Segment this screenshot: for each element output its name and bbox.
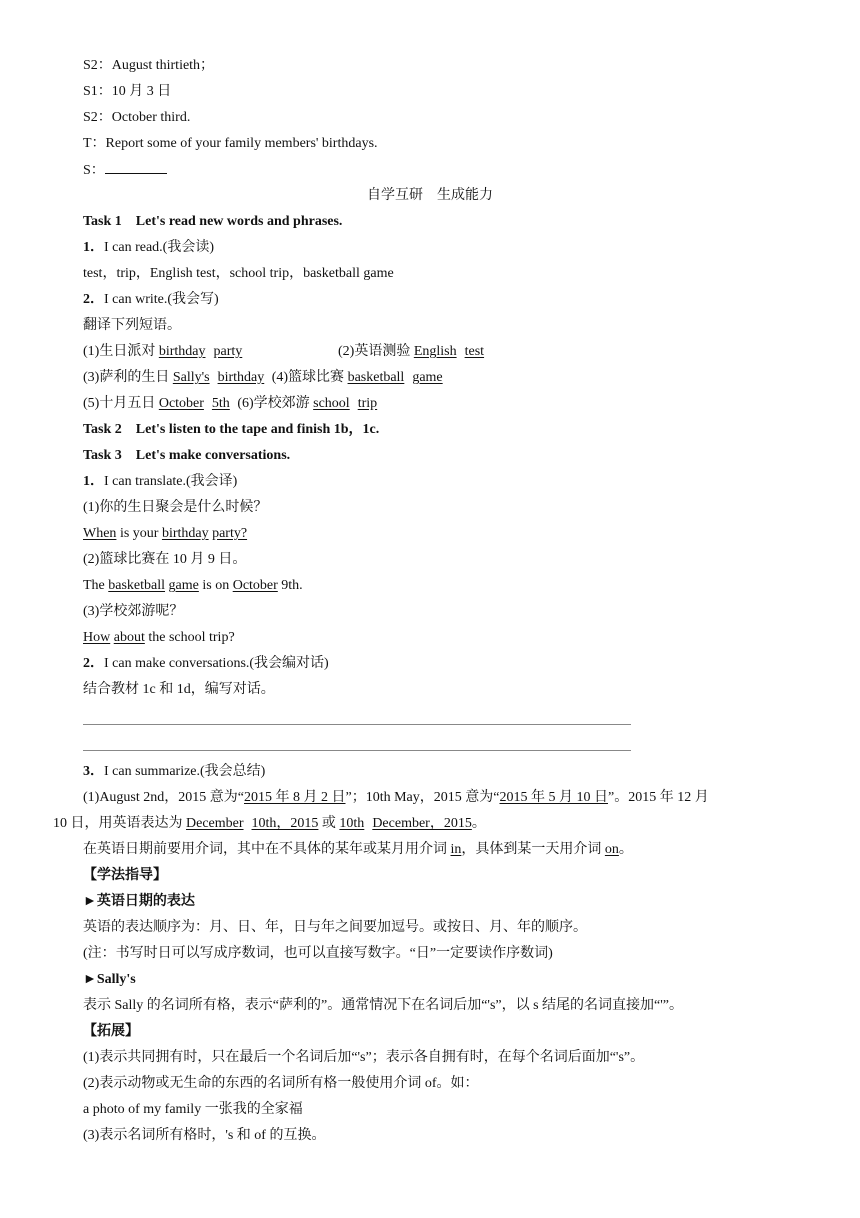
item-label: I can summarize.(我会总结)	[104, 764, 266, 779]
phrase-answer: English test	[413, 344, 485, 359]
section-title: 自学互研 生成能力	[367, 188, 493, 203]
dialogue-line-1: S2：August thirtieth；	[83, 58, 215, 73]
question-2: (2)篮球比赛在 10 月 9 日。	[83, 552, 247, 567]
summary-line-2: 10 日，用英语表达为 December 10th，2015 或 10th December，2015。	[53, 816, 486, 831]
item-label: I can make conversations.(我会编对话)	[104, 656, 329, 671]
phrase-answer: basketball game	[347, 370, 443, 385]
speaker-label: S：	[83, 163, 105, 178]
summary-answer: December 10th，2015	[186, 816, 319, 831]
extend-example: a photo of my family 一张我的全家福	[83, 1102, 303, 1117]
write-instruction: 翻译下列短语。	[83, 318, 181, 333]
task1-title: Task 1 Let's read new words and phrases.	[83, 214, 343, 229]
phrase-answer: Sally's birthday	[172, 370, 265, 385]
method-heading-1: ►英语日期的表达	[83, 894, 195, 909]
phrase-row-1	[83, 343, 783, 361]
phrase-prompt: (2)英语测验	[338, 344, 414, 359]
method-paragraph-1: 英语的表达顺序为：月、日、年，日与年之间要加逗号。或按日、月、年的顺序。	[83, 920, 587, 935]
method-heading-2: ►Sally's	[83, 972, 136, 987]
extend-paragraph-2: (2)表示动物或无生命的东西的名词所有格一般使用介词 of。如：	[83, 1076, 479, 1091]
answer-3: How about the school trip?	[83, 630, 235, 645]
conversation-instruction: 结合教材 1c 和 1d，编写对话。	[83, 682, 275, 697]
extend-paragraph-3: (3)表示名词所有格时，'s 和 of 的互换。	[83, 1128, 326, 1143]
answer-blank	[105, 161, 167, 174]
method-paragraph-2: (注：书写时日可以写成序数词，也可以直接写数字。“日”一定要读作序数词)	[83, 946, 553, 961]
writing-line-2	[83, 750, 631, 751]
writing-line-1	[83, 724, 631, 725]
summary-line-3: 在英语日期前要用介词，其中在不具体的某年或某月用介词 in，具体到某一天用介词 on。	[83, 842, 633, 857]
method-paragraph-3: 表示 Sally 的名词所有格，表示“萨利的”。通常情况下在名词后加“'s”，以 s 结尾的名词直接加“'”。	[83, 998, 684, 1013]
item-number: 2．	[83, 292, 104, 307]
phrase-answer: school trip	[313, 396, 378, 411]
question-1: (1)你的生日聚会是什么时候？	[83, 500, 268, 515]
extend-title: 【拓展】	[83, 1024, 139, 1039]
read-words: test，trip，English test，school trip，basketball game	[83, 266, 394, 281]
read-heading	[83, 239, 214, 257]
item-label: I can read.(我会读)	[104, 240, 215, 255]
dialogue-line-4: T：Report some of your family members' birthdays.	[83, 136, 378, 151]
phrase-row-3	[83, 395, 377, 413]
item-label: I can write.(我会写)	[104, 292, 219, 307]
method-title: 【学法指导】	[83, 868, 167, 883]
translate-heading	[83, 473, 237, 491]
item-number: 1．	[83, 474, 104, 489]
dialogue-line-3: S2：October third.	[83, 110, 191, 125]
phrase-prompt: (5)十月五日	[83, 396, 159, 411]
task3-title: Task 3 Let's make conversations.	[83, 448, 291, 463]
extend-paragraph-1: (1)表示共同拥有时，只在最后一个名词后加“'s”；表示各自拥有时，在每个名词后面加“'s”。	[83, 1050, 645, 1065]
summary-answer: 10th December，2015	[339, 816, 472, 831]
item-number: 1．	[83, 240, 104, 255]
task2-title: Task 2 Let's listen to the tape and finish 1b，1c.	[83, 422, 380, 437]
answer-2: The basketball game is on October 9th.	[83, 578, 303, 593]
summarize-heading	[83, 763, 265, 781]
conversation-heading	[83, 655, 329, 673]
item-number: 3．	[83, 764, 104, 779]
phrase-answer: October 5th	[158, 396, 230, 411]
question-3: (3)学校郊游呢？	[83, 604, 184, 619]
write-heading	[83, 291, 219, 309]
phrase-prompt: (3)萨利的生日	[83, 370, 173, 385]
phrase-row-2	[83, 369, 443, 387]
dialogue-line-5	[83, 161, 167, 180]
phrase-prompt: (1)生日派对	[83, 344, 159, 359]
answer-1: When is your birthday party?	[83, 526, 248, 541]
phrase-item-2	[338, 343, 484, 361]
item-label: I can translate.(我会译)	[104, 474, 238, 489]
phrase-prompt: (4)篮球比赛	[271, 370, 348, 385]
dialogue-line-2: S1：10 月 3 日	[83, 84, 172, 99]
item-number: 2．	[83, 656, 104, 671]
phrase-answer: birthday party	[158, 344, 243, 359]
summary-line-1: (1)August 2nd，2015 意为“2015 年 8 月 2 日”；10th May，2015 意为“2015 年 5 月 10 日”。2015 年 12 月	[83, 790, 709, 805]
phrase-prompt: (6)学校郊游	[237, 396, 314, 411]
